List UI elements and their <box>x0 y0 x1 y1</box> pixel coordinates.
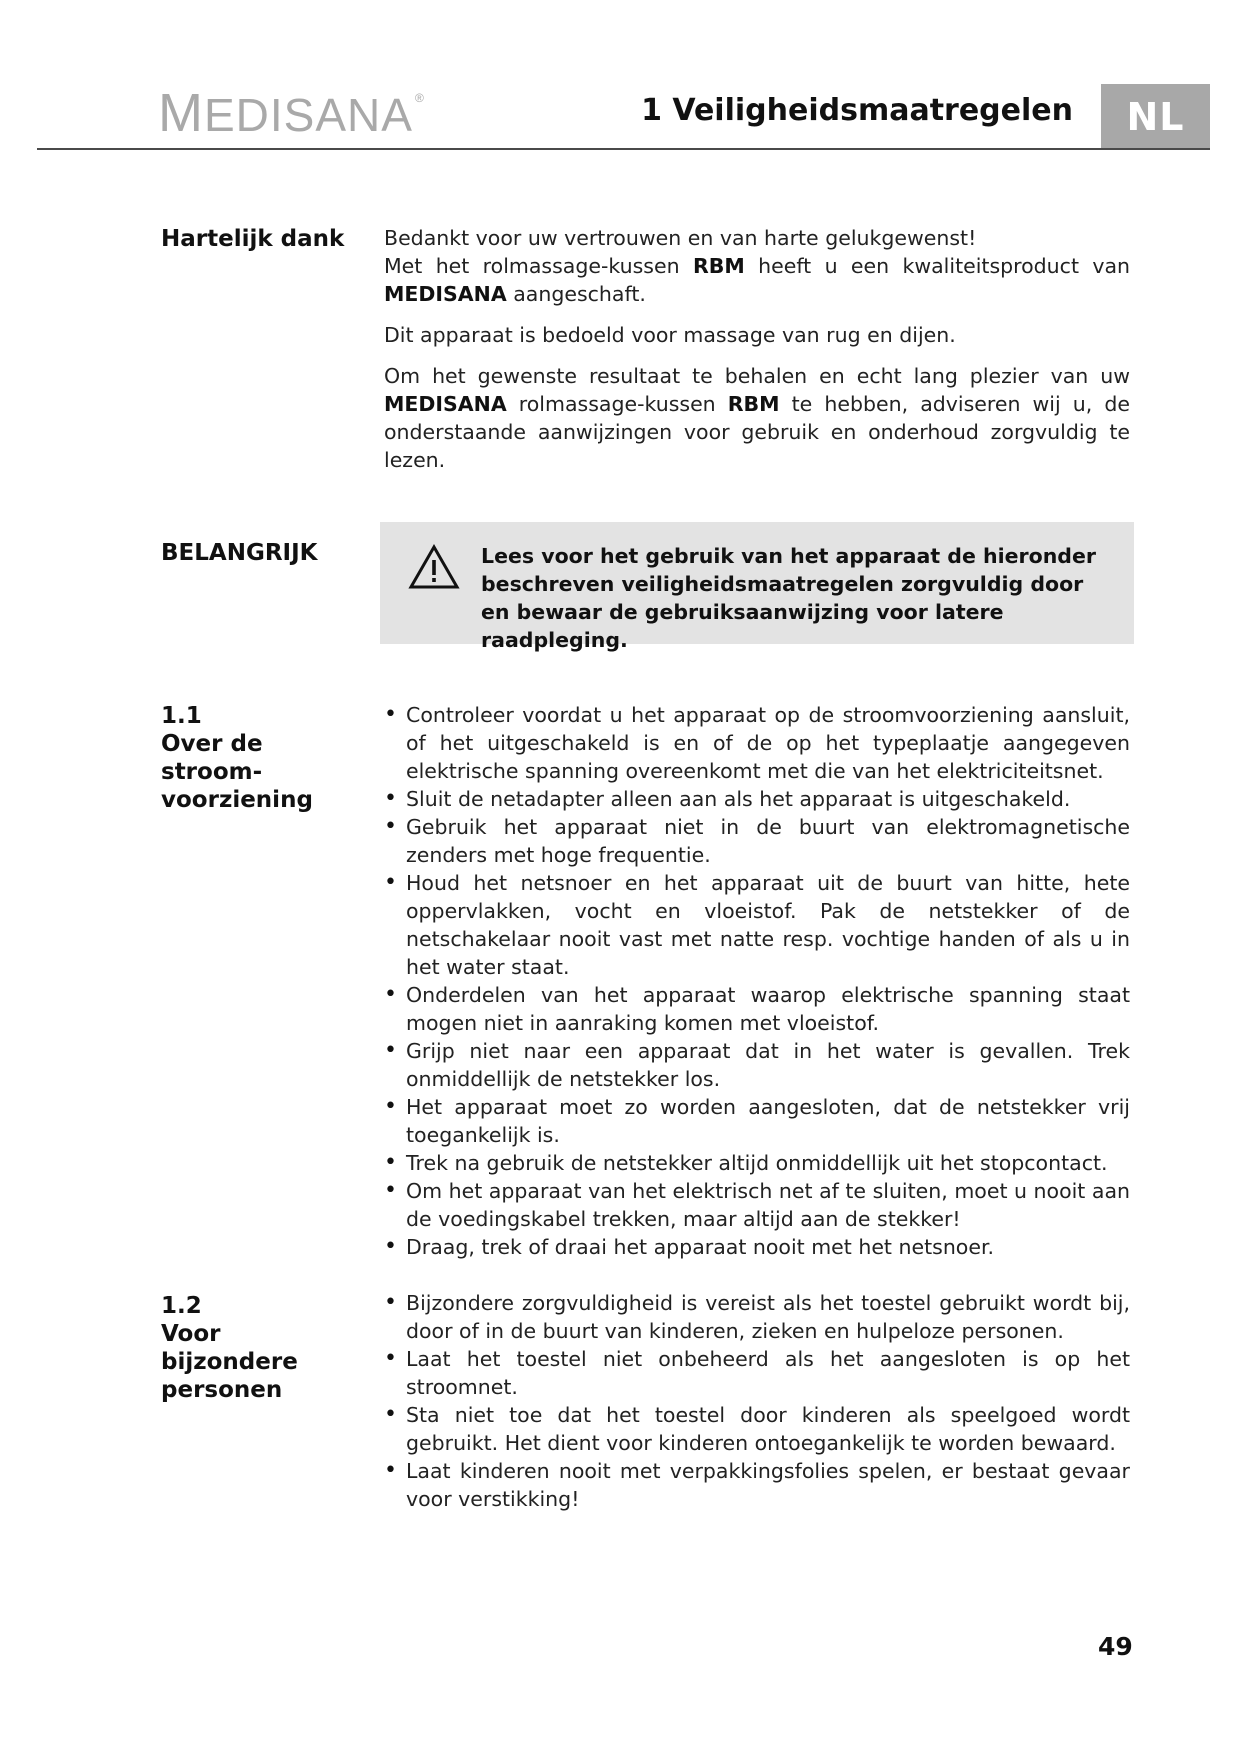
list-item: • Sluit de netadapter alleen aan als het apparaat is uitgeschakeld. <box>384 785 1130 813</box>
important-heading: BELANGRIJK <box>161 540 318 566</box>
thanks-paragraph-2: Dit apparaat is bedoeld voor massage van rug en dijen. <box>384 323 956 347</box>
list-item: • Onderdelen van het apparaat waarop elektrische spanning staat mogen niet in aanraking komen met vloeistof. <box>384 981 1130 1037</box>
list-item: • Draag, trek of draai het apparaat nooit met het netsnoer. <box>384 1233 1130 1261</box>
section-1-2-heading: 1.2 Voor bijzondere personen <box>161 1293 298 1403</box>
list-item: • Het apparaat moet zo worden aangesloten, dat de netstekker vrij toegankelijk is. <box>384 1093 1130 1149</box>
list-item: • Grijp niet naar een apparaat dat in het water is gevallen. Trek onmiddellijk de netstekker los. <box>384 1037 1130 1093</box>
thanks-paragraph-1: Bedankt voor uw vertrouwen en van harte gelukgewenst! Met het rolmassage-kussen RBM heeft u een kwaliteitsproduct van MEDISANA aangeschaft. <box>384 226 1131 306</box>
list-item: • Gebruik het apparaat niet in de buurt van elektromagnetische zenders met hoge frequentie. <box>384 813 1130 869</box>
warning-triangle-icon <box>408 544 460 590</box>
thanks-body <box>384 224 1130 487</box>
section-title: 1 Veiligheidsmaatregelen <box>641 93 1073 128</box>
section-1-2-body <box>384 1289 1130 1513</box>
header-divider <box>37 148 1210 150</box>
medisana-logo: MEDISANA ® <box>158 83 425 143</box>
page-number: 49 <box>1098 1632 1133 1661</box>
section-1-1-body <box>384 701 1130 1261</box>
list-item: • Sta niet toe dat het toestel door kinderen als speelgoed wordt gebruikt. Het dient voor kinderen ontoegankelijk te worden bewaard. <box>384 1401 1130 1457</box>
thanks-heading: Hartelijk dank <box>161 226 345 252</box>
section-1-1-heading: 1.1 Over de stroom- voorziening <box>161 703 313 813</box>
important-notice-text: Lees voor het gebruik van het apparaat de hieronder beschreven veiligheidsmaatregelen zorgvuldig door en bewaar de gebruiksaanwijzing voor latere raadpleging. <box>481 544 1096 652</box>
list-item: • Om het apparaat van het elektrisch net af te sluiten, moet u nooit aan de voedingskabel trekken, maar altijd aan de stekker! <box>384 1177 1130 1233</box>
list-item: • Bijzondere zorgvuldigheid is vereist als het toestel gebruikt wordt bij, door of in de buurt van kinderen, zieken en hulpeloze personen. <box>384 1289 1130 1345</box>
important-notice-box <box>380 522 1134 652</box>
list-item: • Controleer voordat u het apparaat op de stroomvoorziening aansluit, of het uitgeschakeld is en of de op het typeplaatje aangegeven elektrische spanning overeenkomt met die van het elektriciteitsnet. <box>384 701 1130 785</box>
section-1-1-list <box>384 701 1130 1261</box>
list-item: • Laat het toestel niet onbeheerd als het aangesloten is op het stroomnet. <box>384 1345 1130 1401</box>
section-1-2-list <box>384 1289 1130 1513</box>
list-item: • Laat kinderen nooit met verpakkingsfolies spelen, er bestaat gevaar voor verstikking! <box>384 1457 1130 1513</box>
list-item: • Houd het netsnoer en het apparaat uit de buurt van hitte, hete oppervlakken, vocht en vloeistof. Pak de netstekker of de netschakelaar nooit vast met natte resp. vochtige handen of als u in het water staat. <box>384 869 1130 981</box>
list-item: • Trek na gebruik de netstekker altijd onmiddellijk uit het stopcontact. <box>384 1149 1130 1177</box>
thanks-paragraph-3: Om het gewenste resultaat te behalen en echt lang plezier van uw MEDISANA rolmassage-kussen RBM te hebben, adviseren wij u, de onderstaande aanwijzingen voor gebruik en onderhoud zorgvuldig te lezen. <box>384 364 1130 472</box>
language-tab: NL <box>1101 84 1210 150</box>
